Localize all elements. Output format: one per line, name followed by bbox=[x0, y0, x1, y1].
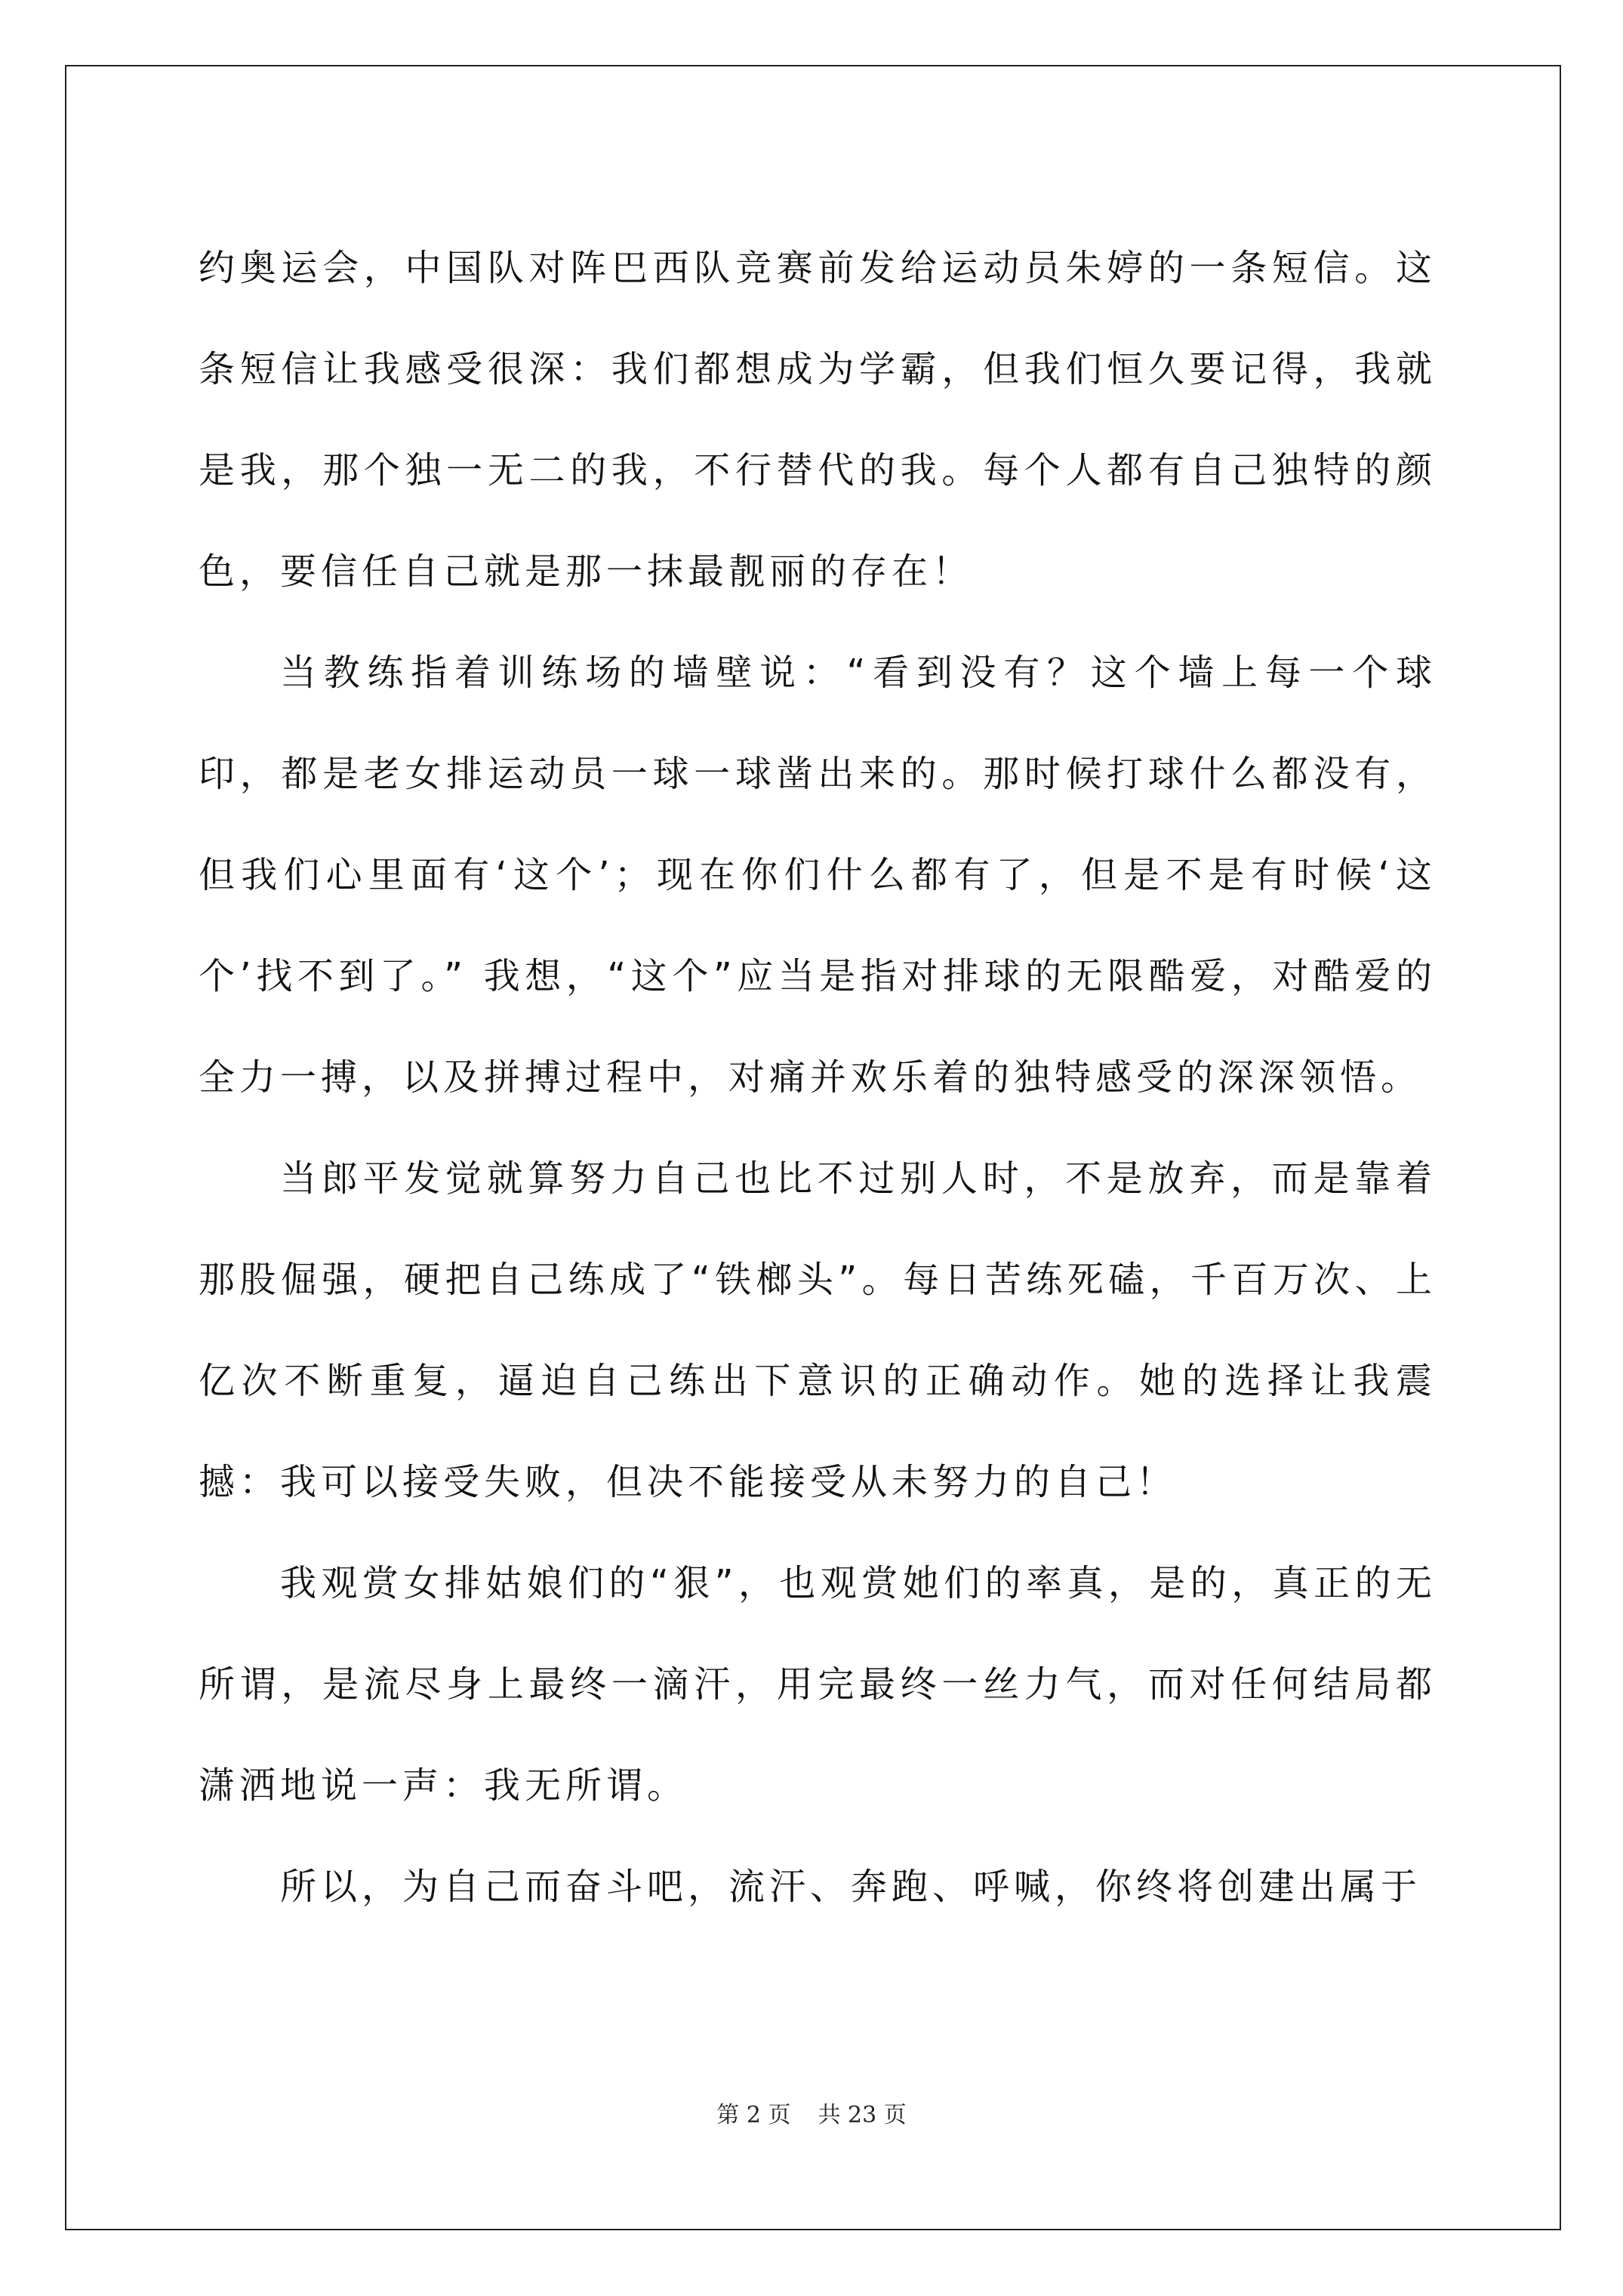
paragraph-conclusion: 所以，为自己而奋斗吧，流汗、奔跑、呼喊，你终将创建出属于 bbox=[280, 1866, 1422, 1908]
paragraph-admiration: 我观赏女排姑娘们的“狠”，也观赏她们的率真，是的，真正的无所谓，是流尽身上最终一滴汗，用完最终一丝力气，而对任何结局都潇洒地说一声：我无所谓。 bbox=[199, 1562, 1437, 1807]
document-body bbox=[199, 217, 1437, 1937]
page-total: 共 23 页 bbox=[818, 2102, 907, 2128]
page-footer bbox=[0, 2100, 1623, 2131]
paragraph-continuation: 约奥运会，中国队对阵巴西队竞赛前发给运动员朱婷的一条短信。这条短信让我感受很深：我们都想成为学霸，但我们恒久要记得，我就是我，那个独一无二的我，不行替代的我。每个人都有自己独特的颜色，要信任自己就是那一抹最靓丽的存在！ bbox=[199, 247, 1437, 593]
page-number: 第 2 页 bbox=[716, 2102, 791, 2128]
paragraph-lang-ping: 当郎平发觉就算努力自己也比不过别人时，不是放弃，而是靠着那股倔强，硬把自己练成了“铁榔头”。每日苦练死磕，千百万次、上亿次不断重复，逼迫自己练出下意识的正确动作。她的选择让我震撼：我可以接受失败，但决不能接受从未努力的自己！ bbox=[199, 1157, 1437, 1503]
paragraph-coach-wall: 当教练指着训练场的墙壁说：“看到没有？这个墙上每一个球印，都是老女排运动员一球一球凿出来的。那时候打球什么都没有，但我们心里面有‘这个’；现在你们什么都有了，但是不是有时候‘这个’找不到了。” 我想，“这个”应当是指对排球的无限酷爱，对酷爱的全力一搏，以及拼搏过程中，对痛并欢乐着的独特感受的深深领悟。 bbox=[199, 652, 1437, 1099]
